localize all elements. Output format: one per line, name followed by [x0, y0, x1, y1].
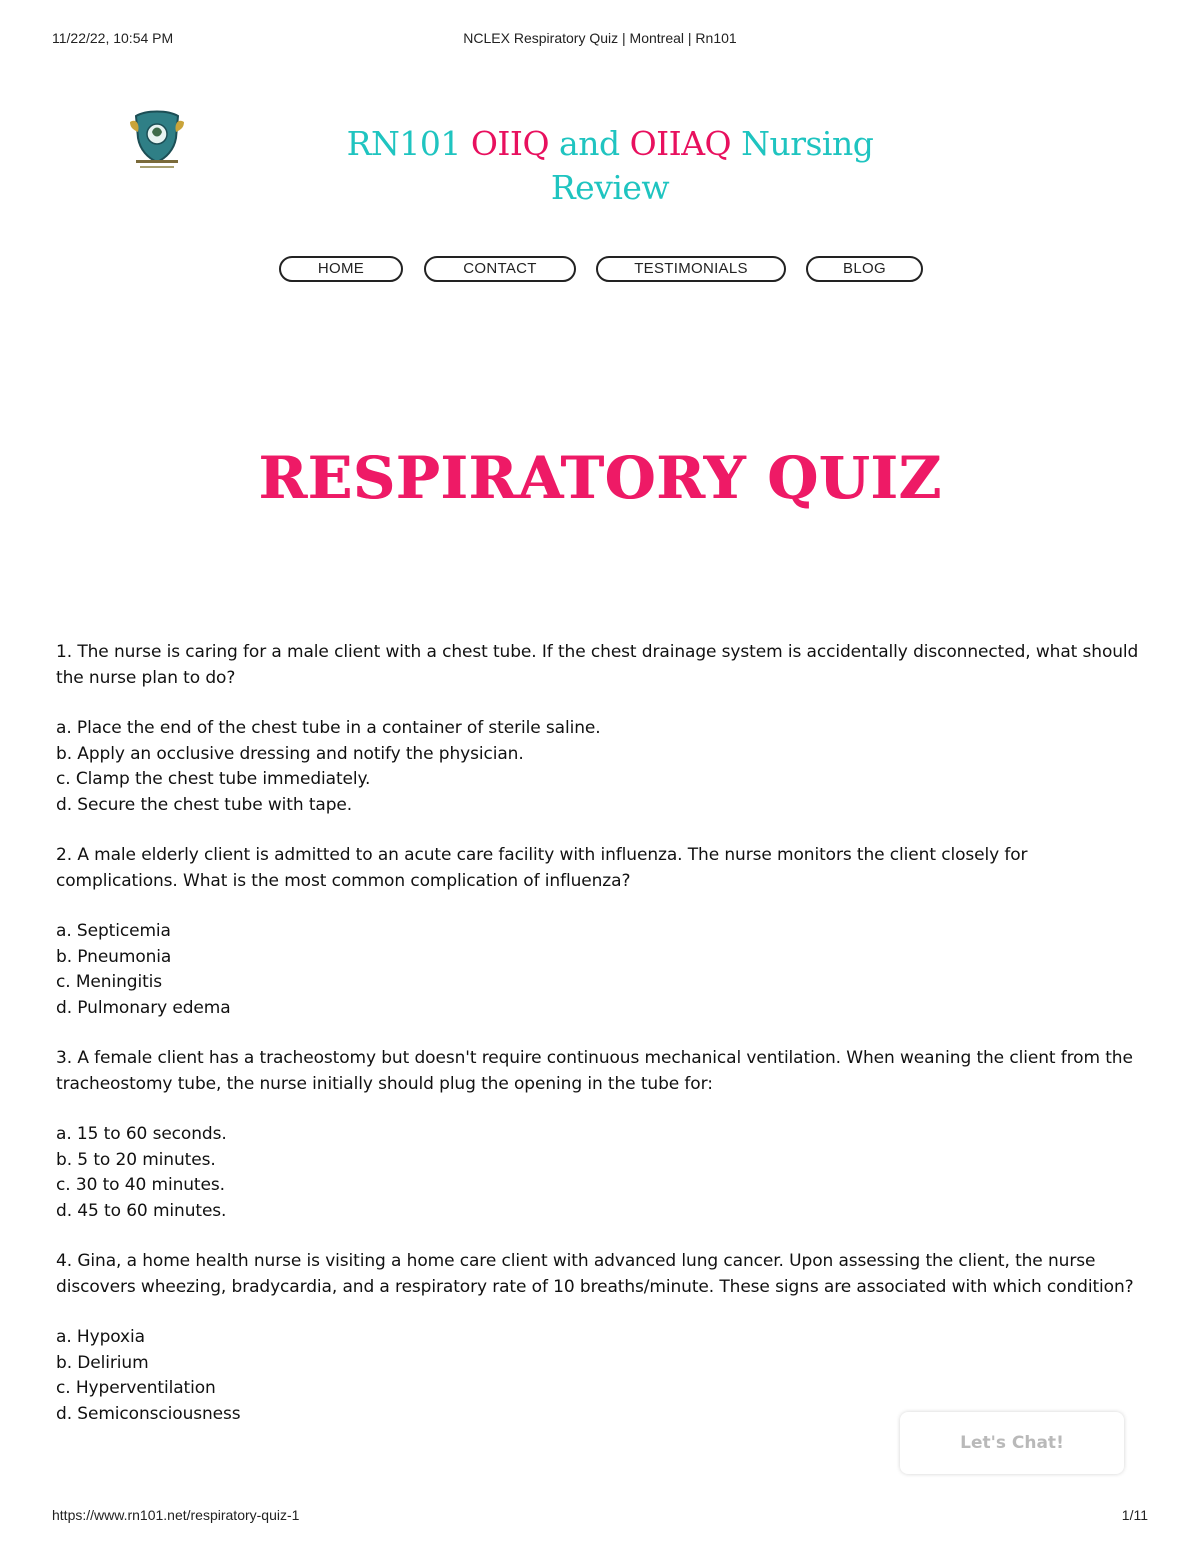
- answer-option: b. Delirium: [56, 1352, 149, 1373]
- site-title-part: and: [549, 124, 630, 163]
- question-text: 4. Gina, a home health nurse is visiting a home care client with advanced lung cancer. Upon assessing the client, the nurse discovers wheezing, bradycardia, and a respiratory rate of 10 breaths/minute. These signs are associated with which condition?: [56, 1251, 1134, 1297]
- quiz-question-block: [56, 843, 1146, 1021]
- answer-option: a. Septicemia: [56, 921, 171, 941]
- print-page-number: 1/11: [1121, 1507, 1148, 1523]
- nav-blog-button[interactable]: BLOG: [806, 256, 923, 282]
- quiz-question-block: [56, 1046, 1146, 1224]
- page-title: RESPIRATORY QUIZ: [258, 444, 942, 512]
- quiz-question-block: [56, 640, 1146, 818]
- answer-option: c. 30 to 40 minutes.: [56, 1175, 225, 1195]
- lets-chat-button[interactable]: Let's Chat!: [900, 1412, 1124, 1474]
- site-logo[interactable]: [126, 108, 188, 172]
- print-header: [52, 30, 1148, 50]
- answer-option: d. Pulmonary edema: [56, 997, 231, 1018]
- print-datetime: 11/22/22, 10:54 PM: [52, 30, 174, 46]
- answer-option: d. Secure the chest tube with tape.: [56, 794, 353, 815]
- print-doc-title: NCLEX Respiratory Quiz | Montreal | Rn101: [463, 30, 737, 46]
- answer-option: a. Place the end of the chest tube in a container of sterile saline.: [56, 718, 601, 738]
- quiz-question-block: [56, 1249, 1146, 1427]
- answer-option: b. Pneumonia: [56, 946, 172, 967]
- answer-options: [56, 1122, 1146, 1224]
- answer-option: a. 15 to 60 seconds.: [56, 1124, 227, 1144]
- quiz-content: [56, 640, 1146, 1452]
- answer-option: b. 5 to 20 minutes.: [56, 1149, 216, 1170]
- site-title[interactable]: [300, 122, 920, 210]
- question-text: 2. A male elderly client is admitted to an acute care facility with influenza. The nurse monitors the client closely for complications. What is the most common complication of influenza?: [56, 845, 1028, 891]
- nav-home-button[interactable]: HOME: [279, 256, 403, 282]
- answer-option: c. Meningitis: [56, 972, 163, 992]
- print-footer: [52, 1507, 1148, 1527]
- question-text: 3. A female client has a tracheostomy but doesn't require continuous mechanical ventilation. When weaning the client from the tracheostomy tube, the nurse initially should plug the opening in the tube for:: [56, 1048, 1133, 1094]
- answer-options: [56, 919, 1146, 1021]
- shield-crest-icon: [126, 108, 188, 172]
- site-title-part: Nursing Review: [550, 124, 874, 207]
- main-nav: [0, 256, 1200, 282]
- site-title-part: RN101: [346, 124, 471, 163]
- answer-option: c. Clamp the chest tube immediately.: [56, 769, 371, 789]
- question-text: 1. The nurse is caring for a male client with a chest tube. If the chest drainage system is accidentally disconnected, what should the nurse plan to do?: [56, 642, 1139, 688]
- print-url: https://www.rn101.net/respiratory-quiz-1: [52, 1507, 300, 1523]
- answer-option: d. 45 to 60 minutes.: [56, 1200, 227, 1221]
- nav-contact-button[interactable]: CONTACT: [424, 256, 576, 282]
- site-title-oiiaq: OIIAQ: [629, 124, 732, 163]
- answer-option: c. Hyperventilation: [56, 1378, 216, 1398]
- nav-testimonials-button[interactable]: TESTIMONIALS: [596, 256, 786, 282]
- answer-option: d. Semiconsciousness: [56, 1403, 241, 1424]
- answer-options: [56, 716, 1146, 818]
- answer-option: b. Apply an occlusive dressing and notify the physician.: [56, 743, 524, 764]
- site-title-oiiq: OIIQ: [470, 124, 550, 163]
- answer-option: a. Hypoxia: [56, 1327, 145, 1347]
